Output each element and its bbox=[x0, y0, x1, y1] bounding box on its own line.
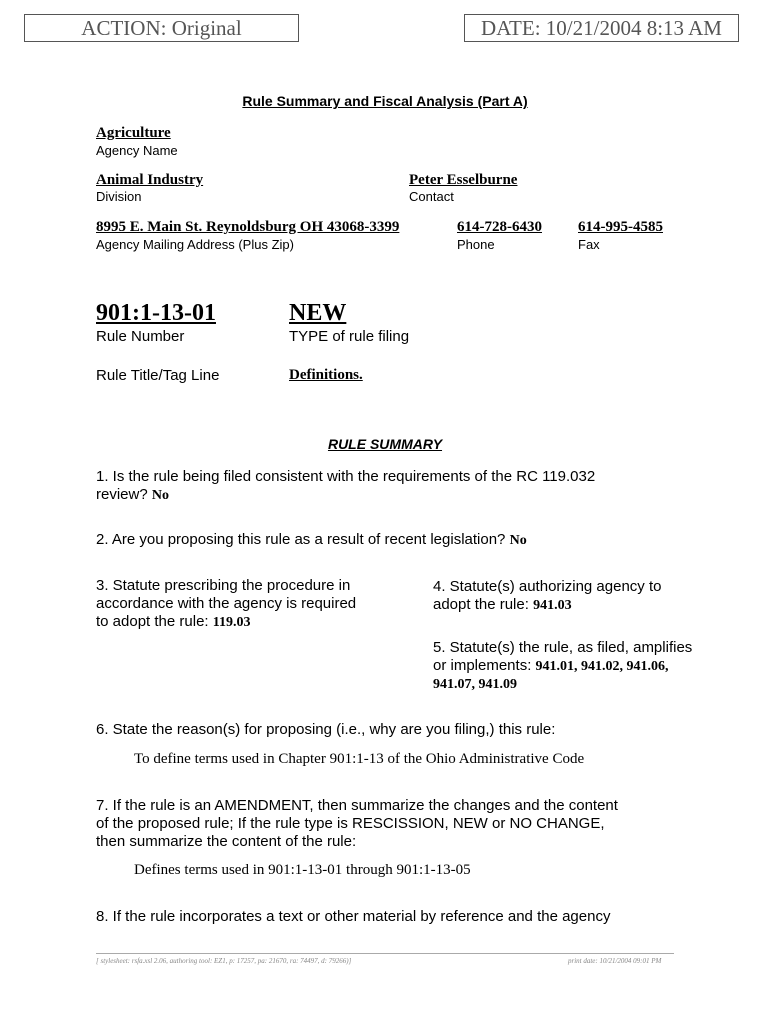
footer-divider bbox=[96, 953, 674, 954]
question-1: 1. Is the rule being filed consistent with the requirements of the RC 119.032 review? No bbox=[96, 468, 596, 503]
question-2-answer: No bbox=[509, 533, 527, 548]
question-6-answer: To define terms used in Chapter 901:1-13 of the Ohio Administrative Code bbox=[134, 751, 585, 767]
question-3-answer: 119.03 bbox=[212, 615, 251, 630]
division-label: Division bbox=[96, 189, 142, 204]
question-3: 3. Statute prescribing the procedure in accordance with the agency is required to adopt the rule: 119.03 bbox=[96, 577, 357, 630]
rule-title-label: Rule Title/Tag Line bbox=[96, 367, 220, 384]
address-label: Agency Mailing Address (Plus Zip) bbox=[96, 237, 294, 252]
rule-number-value: 901:1-13-01 bbox=[96, 300, 216, 326]
question-4: 4. Statute(s) authorizing agency to adopt the rule: 941.03 bbox=[433, 578, 662, 613]
footer-stylesheet-info: [ stylesheet: rsfa.xsl 2.06, authoring tool: EZ1, p: 17257, pa: 21670, ra: 74497, d: 79266)] bbox=[96, 957, 352, 965]
question-5-answer-b: 941.07, 941.09 bbox=[433, 677, 517, 692]
agency-name-value: Agriculture bbox=[96, 125, 171, 141]
address-value: 8995 E. Main St. Reynoldsburg OH 43068-3399 bbox=[96, 219, 400, 235]
date-box bbox=[464, 14, 739, 42]
question-6: 6. State the reason(s) for proposing (i.e., why are you filing,) this rule: bbox=[96, 721, 556, 738]
action-text: ACTION: Original bbox=[81, 15, 242, 40]
question-7-answer: Defines terms used in 901:1-13-01 through 901:1-13-05 bbox=[134, 862, 471, 878]
question-5-answer-a: 941.01, 941.02, 941.06, bbox=[535, 659, 669, 674]
division-value: Animal Industry bbox=[96, 172, 204, 188]
fax-value: 614-995-4585 bbox=[578, 219, 663, 235]
question-7: 7. If the rule is an AMENDMENT, then summarize the changes and the content of the proposed rule; If the rule type is RESCISSION, NEW or NO CHANGE, then summarize the content of the rule: bbox=[96, 797, 618, 850]
rule-type-value: NEW bbox=[289, 300, 347, 326]
phone-label: Phone bbox=[457, 237, 495, 252]
contact-value: Peter Esselburne bbox=[409, 172, 518, 188]
question-4-answer: 941.03 bbox=[533, 598, 572, 613]
question-1-answer: No bbox=[151, 488, 169, 503]
rule-summary-heading: RULE SUMMARY bbox=[327, 436, 443, 452]
footer-print-date: print date: 10/21/2004 09:01 PM bbox=[568, 957, 662, 965]
agency-name-label: Agency Name bbox=[96, 143, 178, 158]
rule-type-label: TYPE of rule filing bbox=[289, 328, 410, 345]
question-2: 2. Are you proposing this rule as a result of recent legislation? No bbox=[96, 531, 527, 548]
question-8: 8. If the rule incorporates a text or other material by reference and the agency bbox=[96, 908, 611, 925]
contact-label: Contact bbox=[409, 189, 454, 204]
phone-value: 614-728-6430 bbox=[457, 219, 542, 235]
date-text: DATE: 10/21/2004 8:13 AM bbox=[481, 15, 722, 40]
fax-label: Fax bbox=[578, 237, 600, 252]
rule-number-label: Rule Number bbox=[96, 328, 185, 345]
page-title: Rule Summary and Fiscal Analysis (Part A) bbox=[242, 93, 528, 109]
rule-title-value: Definitions. bbox=[289, 367, 363, 383]
question-5: 5. Statute(s) the rule, as filed, amplifies or implements: 941.01, 941.02, 941.06, 941.07, 941.09 bbox=[433, 639, 693, 692]
action-box bbox=[24, 14, 299, 42]
